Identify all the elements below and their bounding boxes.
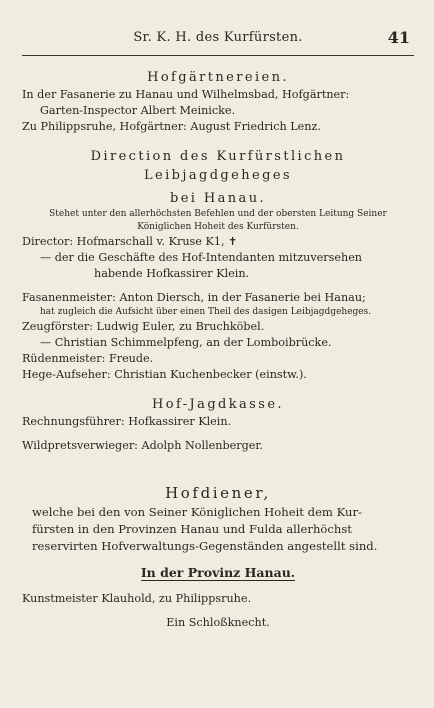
deputy-line-continued: habende Hofkassirer Klein. xyxy=(94,267,250,280)
subsection-heading xyxy=(22,563,414,583)
running-head: Sr. K. H. des Kurfürsten. xyxy=(133,30,303,45)
text-line: Garten-Inspector Albert Meinicke. xyxy=(40,104,236,117)
section-jagdkasse xyxy=(22,395,414,454)
note-line: Stehet unter den allerhöchsten Befehlen und der obersten Leitung Seiner xyxy=(49,209,387,219)
text-line: Wildpretsverwieger: Adolph Nollenberger. xyxy=(22,439,264,452)
section-heading: Hofdiener, xyxy=(165,484,271,502)
section-heading: Hof-Jagdkasse. xyxy=(152,397,284,412)
subsection-heading-text: In der Provinz Hanau. xyxy=(140,565,296,580)
director-line: Director: Hofmarschall v. Kruse K1, ✝ xyxy=(22,235,238,248)
section-hofgaertnereien xyxy=(22,68,414,135)
section-heading: Hofgärtnereien. xyxy=(147,70,289,85)
staff-note: hat zugleich die Aufsicht über einen Theil des dasigen Leibjagdgeheges. xyxy=(40,307,372,317)
text-line: Ein Schloßknecht. xyxy=(166,616,270,629)
section-direction xyxy=(22,147,414,383)
page-content xyxy=(22,64,414,631)
staff-line: Fasanenmeister: Anton Diersch, in der Fasanerie bei Hanau; xyxy=(22,291,366,304)
text-line: Zu Philippsruhe, Hofgärtner: August Friedrich Lenz. xyxy=(22,120,321,133)
text-line: Kunstmeister Klauhold, zu Philippsruhe. xyxy=(22,592,252,605)
staff-line: — Christian Schimmelpfeng, an der Lomboibrücke. xyxy=(40,336,332,349)
header-rule xyxy=(22,55,414,56)
text-line: Rechnungsführer: Hofkassirer Klein. xyxy=(22,415,232,428)
page-header xyxy=(22,30,414,52)
section-heading-continued: bei Hanau. xyxy=(169,191,267,206)
section-hofdiener xyxy=(22,482,414,631)
staff-line: Zeugförster: Ludwig Euler, zu Bruchköbel. xyxy=(22,320,265,333)
deputy-line: — der die Geschäfte des Hof-Intendanten mitzuversehen xyxy=(40,251,363,264)
section-heading: Direction des Kurfürstlichen Leibjagdgeheges xyxy=(90,149,346,183)
intro-line: welche bei den von Seiner Königlichen Hoheit dem Kur- xyxy=(32,505,362,519)
note-line: Königlichen Hoheit des Kurfürsten. xyxy=(137,222,299,232)
intro-line: reservirten Hofverwaltungs-Gegenständen angestellt sind. xyxy=(32,539,378,553)
page-number: 41 xyxy=(387,28,410,47)
staff-line: Rüdenmeister: Freude. xyxy=(22,352,154,365)
staff-line: Hege-Aufseher: Christian Kuchenbecker (einstw.). xyxy=(22,368,307,381)
text-line: In der Fasanerie zu Hanau und Wilhelmsbad, Hofgärtner: xyxy=(22,88,350,101)
intro-line: fürsten in den Provinzen Hanau und Fulda allerhöchst xyxy=(32,522,352,536)
